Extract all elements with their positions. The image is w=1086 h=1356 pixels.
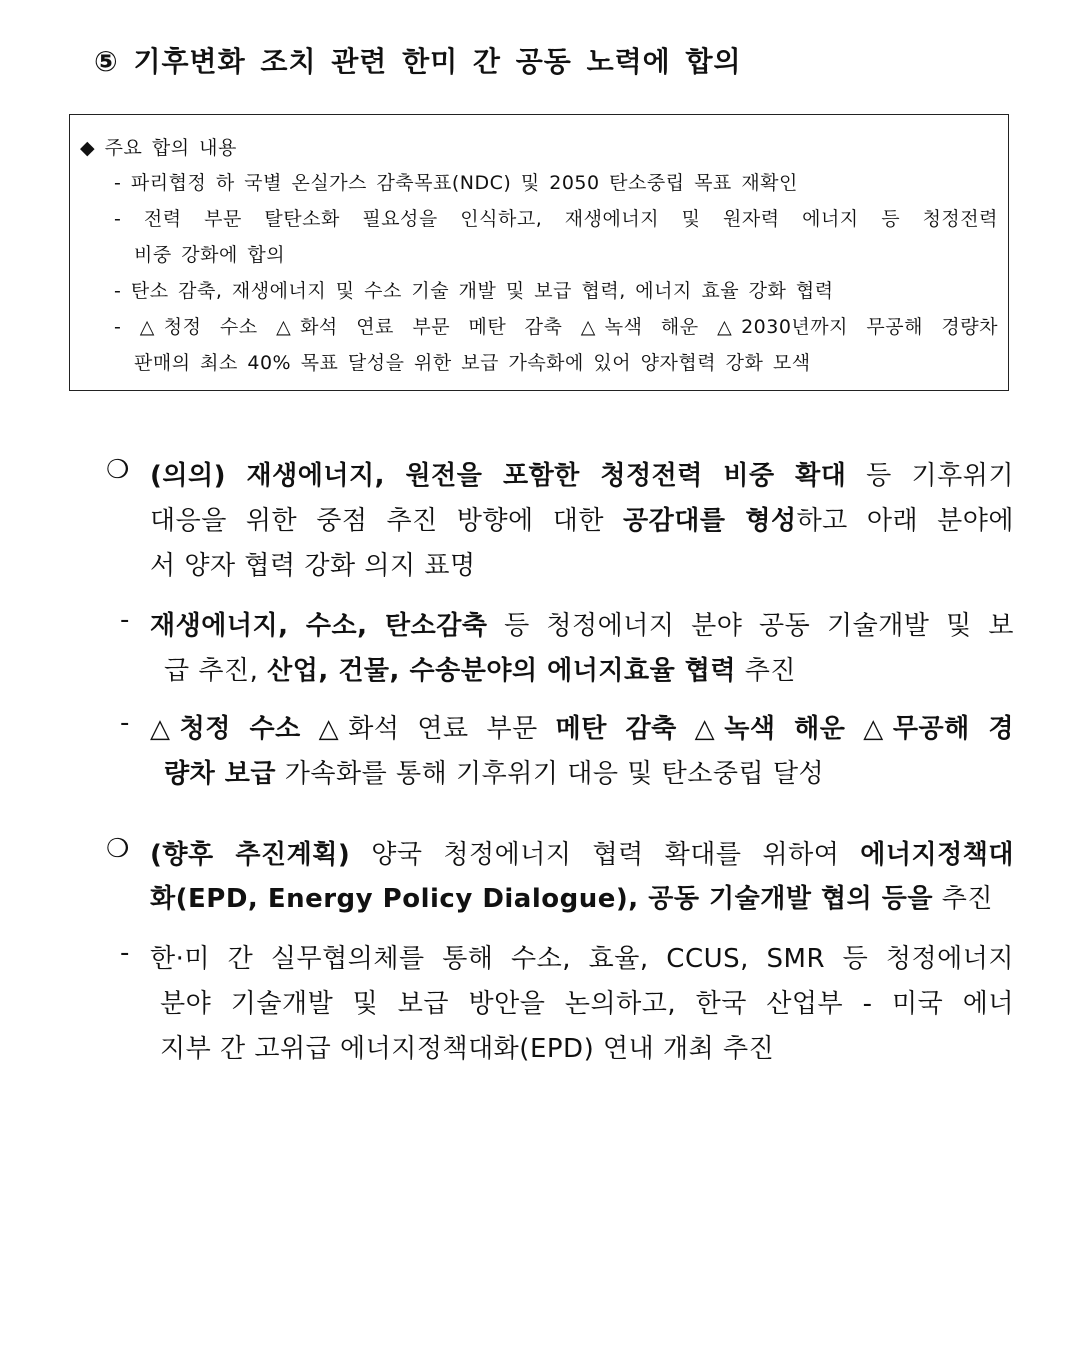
bold-text: 산업, 건물, 수송분야의 에너지효율 협력 [267,656,736,686]
box-line: - 탄소 감축, 재생에너지 및 수소 기술 개발 및 보급 협력, 에너지 효율 강화 협력 [114,280,834,302]
dash-bullet: - [120,605,130,635]
circle-bullet-icon: ❍ [106,455,130,485]
bold-text: 무공해 경 [892,714,1014,744]
bold-text: 메탄 감축 [555,714,677,744]
box-heading: ◆ 주요 합의 내용 [80,137,237,159]
box-line: - △청정 수소 △화석 연료 부문 메탄 감축 △녹색 해운 △2030년까지 무공해 경량차 [114,316,998,338]
text: 대응을 위한 중점 추진 방향에 대한 [150,506,624,536]
bold-text: 청정 수소 [179,714,301,744]
bold-text: 량차 보급 [164,759,277,789]
paragraph-line [150,455,1014,492]
bold-text: (의의) 재생에너지, 원전을 포함한 청정전력 비중 확대 [150,461,847,491]
bold-text: 녹색 해운 [724,714,846,744]
text: 추진 [735,656,796,686]
bold-text: 화(EPD, Energy Policy Dialogue), 공동 기술개발 협의 등을 [150,884,934,914]
paragraph-line: 분야 기술개발 및 보급 방안을 논의하고, 한국 산업부 - 미국 에너 [160,989,1014,1019]
text: 가속화를 통해 기후위기 대응 및 탄소중립 달성 [276,759,825,789]
box-line: 비중 강화에 합의 [134,244,286,266]
text: 등 기후위기 [846,461,1014,491]
paragraph-line: 서 양자 협력 강화 의지 표명 [150,551,476,581]
text: 추진 [933,884,994,914]
section-title: ⑤ 기후변화 조치 관련 한미 간 공동 노력에 합의 [94,45,742,78]
circle-bullet-icon: ❍ [106,834,130,864]
paragraph-line [164,753,824,790]
box-line: - 파리협정 하 국별 온실가스 감축목표(NDC) 및 2050 탄소중립 목표 재확인 [114,172,798,194]
paragraph-line [150,500,1014,537]
bold-text: 공감대를 형성 [623,506,797,536]
agreement-summary-box [69,114,1009,391]
text: △ [845,714,893,744]
paragraph-line [150,834,1014,871]
text: △ [150,714,180,744]
dash-bullet: - [120,938,130,968]
text: △ [676,714,725,744]
text: 양국 청정에너지 협력 확대를 위하여 [350,840,861,870]
paragraph-line: 한·미 간 실무협의체를 통해 수소, 효율, CCUS, SMR 등 청정에너지 [150,944,1014,974]
text: 하고 아래 분야에 [796,506,1015,536]
paragraph-line [164,650,796,687]
bold-text: (향후 추진계획) [150,840,351,870]
bold-text: 재생에너지, 수소, 탄소감축 [150,611,488,641]
box-line: 판매의 최소 40% 목표 달성을 위한 보급 가속화에 있어 양자협력 강화 모색 [134,352,811,374]
paragraph-line [150,605,1014,642]
paragraph-line [150,708,1014,745]
paragraph-line [150,878,993,915]
text: △화석 연료 부문 [300,714,556,744]
bold-text: 에너지정책대 [860,840,1014,870]
text: 급 추진, [164,656,268,686]
dash-bullet: - [120,708,130,738]
text: 등 청정에너지 분야 공동 기술개발 및 보 [487,611,1014,641]
box-line: - 전력 부문 탈탄소화 필요성을 인식하고, 재생에너지 및 원자력 에너지 등 청정전력 [114,208,998,230]
paragraph-line: 지부 간 고위급 에너지정책대화(EPD) 연내 개최 추진 [160,1034,775,1064]
